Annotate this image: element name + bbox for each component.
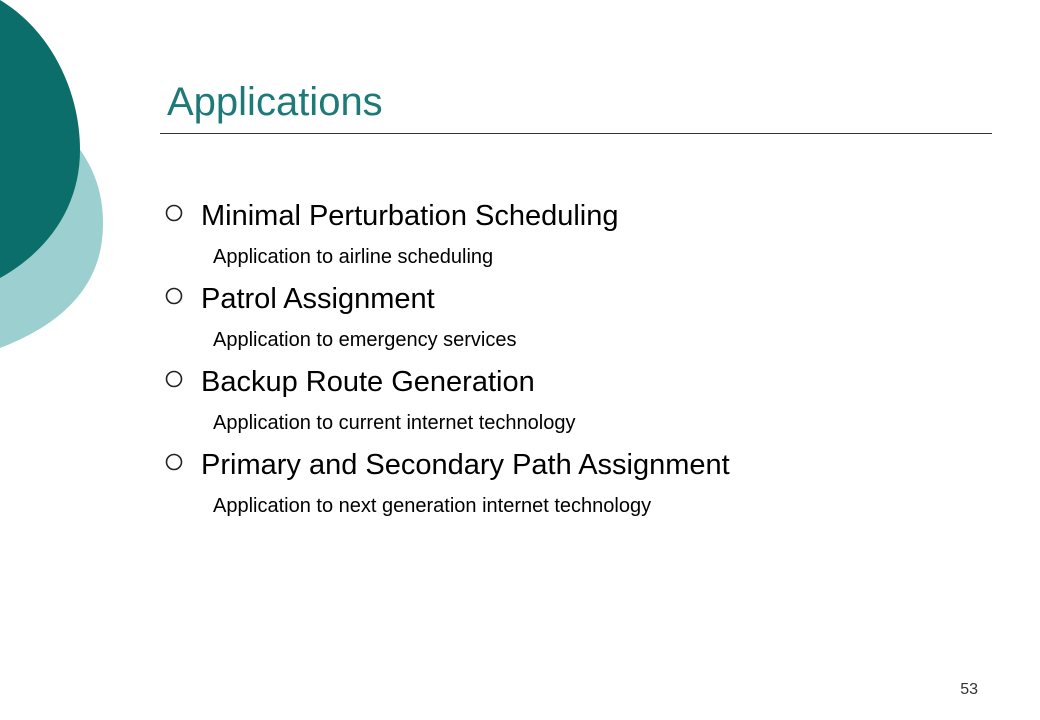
bullet-text: Primary and Secondary Path Assignment [201, 449, 730, 481]
title-divider [160, 133, 992, 134]
page-number: 53 [960, 681, 978, 698]
bullet-text: Minimal Perturbation Scheduling [201, 200, 619, 232]
bullet-subtext: Application to current internet technology [213, 412, 576, 434]
slide-title: Applications [167, 80, 383, 124]
bullet-text: Backup Route Generation [201, 366, 535, 398]
open-circle-icon [164, 286, 184, 306]
open-circle-icon [164, 452, 184, 472]
bullet-subtext: Application to emergency services [213, 329, 517, 351]
slide-decoration [0, 0, 110, 360]
bullet-subtext: Application to next generation internet technology [213, 495, 652, 517]
open-circle-icon [164, 203, 184, 223]
bullet-subtext: Application to airline scheduling [213, 246, 494, 268]
bullet-text: Patrol Assignment [201, 283, 435, 315]
open-circle-icon [164, 369, 184, 389]
